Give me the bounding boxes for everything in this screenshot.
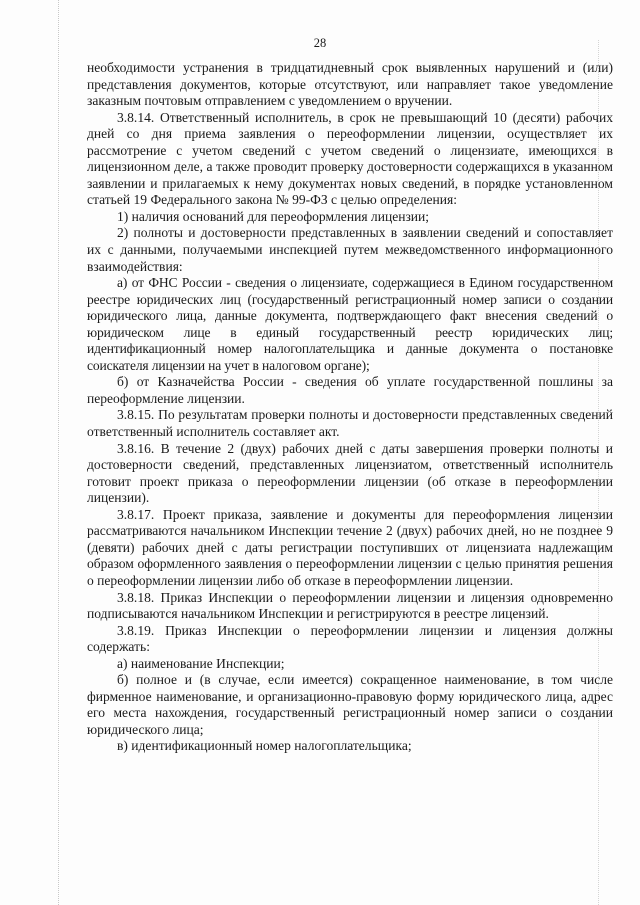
paragraph-item-v-inn: в) идентификационный номер налогоплательщика; bbox=[117, 738, 412, 754]
paragraph-item-1: 1) наличия оснований для переоформления лицензии; bbox=[117, 208, 430, 224]
paragraph-item-b-full-name: б) полное и (в случае, если имеется) сокращенное наименование, в том числе фирменное наименование, и организационно-правовую форму юридического лица, адрес его места нахождения, государственный регистрационный номер записи о создании юридического лица; bbox=[87, 672, 613, 737]
scan-artifact-line bbox=[58, 0, 59, 905]
paragraph-3-8-16: 3.8.16. В течение 2 (двух) рабочих дней с даты завершения проверки полноты и достоверности сведений, представленных лицензиатом, ответственный исполнитель готовит проект приказа о переоформлении лицензии (об отказе в переоформлении лицензии). bbox=[87, 440, 613, 506]
paragraph-item-a-name: а) наименование Инспекции; bbox=[117, 655, 285, 671]
paragraph-3-8-14: 3.8.14. Ответственный исполнитель, в срок не превышающий 10 (десяти) рабочих дней со дня приема заявления о переоформлении лицензии, осуществляет их рассмотрение с учетом сведений с учетом сведений о лицензиате, имеющихся в лицензионном деле, а также проводит проверку достоверности содержащихся в указанном заявлении и прилагаемых к нему документах новых сведений, в порядке установленном статьей 19 Федерального закона № 99-ФЗ с целью определения: bbox=[87, 109, 613, 208]
paragraph-3-8-17: 3.8.17. Проект приказа, заявление и документы для переоформления лицензии рассматриваются начальником Инспекции течение 2 (двух) рабочих дней, но не позднее 9 (девяти) рабочих дней с даты регистрации поступивших от лицензиата надлежащим образом оформленного заявления о переоформлении лицензии с целью принятия решения о переоформлении лицензии либо об отказе в переоформлении лицензии. bbox=[87, 506, 613, 588]
paragraph-item-b-treasury: б) от Казначейства России - сведения об уплате государственной пошлины за переоформление лицензии. bbox=[87, 374, 613, 406]
paragraph-item-2: 2) полноты и достоверности представленных в заявлении сведений и сопоставляет их с данными, получаемыми инспекцией путем межведомственного информационного взаимодействия: bbox=[87, 225, 613, 274]
paragraph-3-8-15: 3.8.15. По результатам проверки полноты и достоверности представленных сведений ответственный исполнитель составляет акт. bbox=[87, 407, 613, 440]
paragraph-continuation: необходимости устранения в тридцатидневный срок выявленных нарушений и (или) представления документов, которые отсутствуют, или направляет такое уведомление заказным почтовым отправлением с уведомлением о вручении. bbox=[87, 60, 613, 109]
paragraph-3-8-19: 3.8.19. Приказ Инспекции о переоформлении лицензии и лицензия должны содержать: bbox=[87, 622, 613, 655]
paragraph-3-8-18: 3.8.18. Приказ Инспекции о переоформлении лицензии и лицензия одновременно подписываются начальником Инспекции и регистрируются в реестре лицензий. bbox=[87, 589, 613, 622]
page-number: 28 bbox=[313, 36, 327, 50]
document-body bbox=[87, 60, 613, 755]
paragraph-item-a-fns: а) от ФНС России - сведения о лицензиате, содержащиеся в Едином государственном реестре юридических лиц (государственный регистрационный номер записи о создании юридического лица, данные документа, подтверждающего факт внесения сведений о юридическом лице в единый государственный реестр юридических лиц; идентификационный номер налогоплательщика и данные документа о постановке соискателя лицензии на учет в налоговом органе); bbox=[87, 275, 613, 373]
